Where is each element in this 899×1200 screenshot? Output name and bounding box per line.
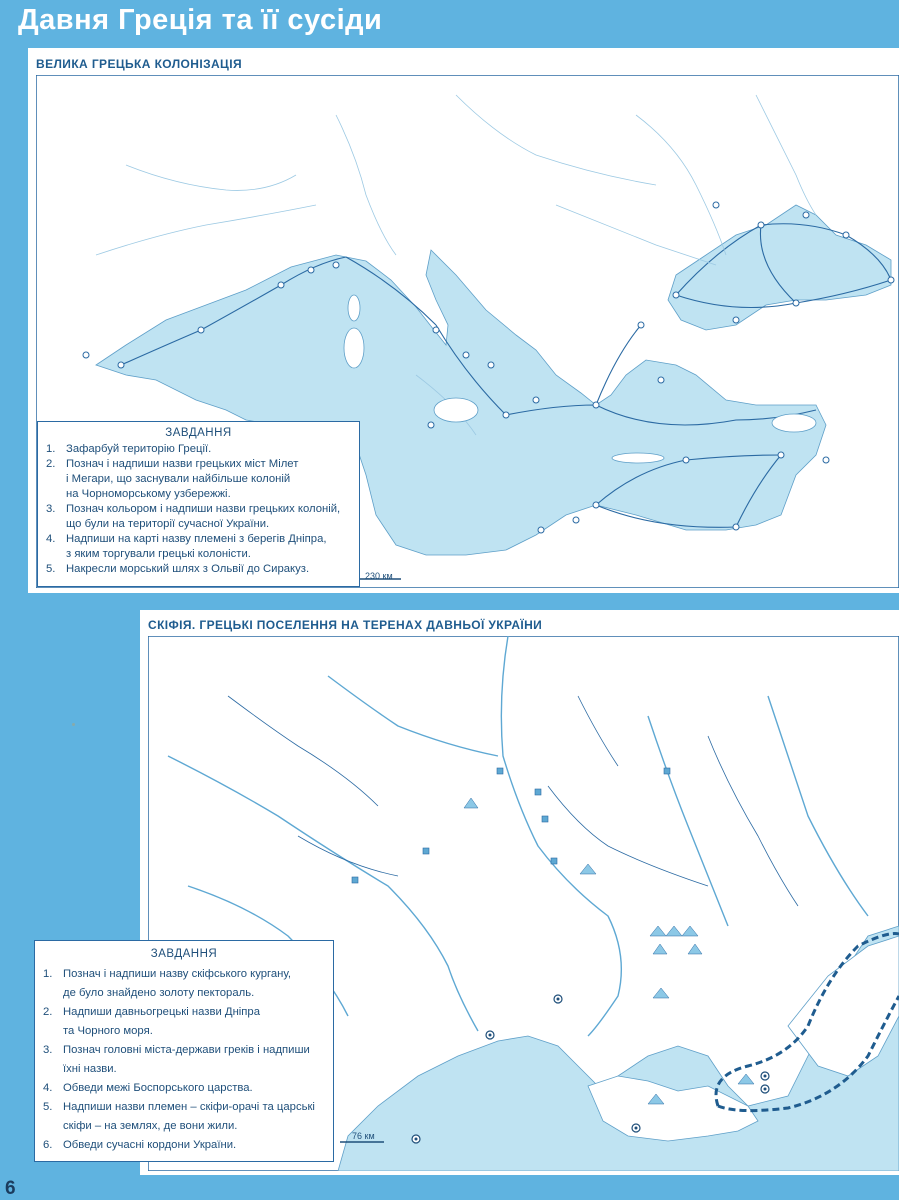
task-text: Обведи сучасні кордони України. xyxy=(63,1139,237,1151)
scythia-map-heading: СКІФІЯ. ГРЕЦЬКІ ПОСЕЛЕННЯ НА ТЕРЕНАХ ДАВНЬОЇ УКРАЇНИ xyxy=(148,618,543,632)
task-text: Надпиши назви племен – скіфи-орачі та царські скіфи – на землях, де вони жили. xyxy=(63,1101,315,1132)
colonization-map-heading: ВЕЛИКА ГРЕЦЬКА КОЛОНІЗАЦІЯ xyxy=(36,57,242,71)
task-text: Познач головні міста-держави греків і надпиши їхні назви. xyxy=(63,1044,310,1075)
sardinia-island xyxy=(344,328,364,368)
task-number: 5. xyxy=(46,563,56,575)
scale-label: 230 км xyxy=(365,571,393,581)
page-title: Давня Греція та її сусіди xyxy=(18,4,383,36)
tasks-title: ЗАВДАННЯ xyxy=(165,427,232,439)
task-number: 3. xyxy=(43,1044,53,1056)
task-item xyxy=(43,1079,325,1098)
task-number: 2. xyxy=(46,458,56,470)
task-item xyxy=(46,502,351,532)
task-item xyxy=(43,1041,325,1079)
task-text: Познач кольором і надпиши назви грецьких колоній, що були на території сучасної України. xyxy=(66,503,341,530)
stray-dot xyxy=(72,723,75,726)
tasks-box xyxy=(37,421,360,587)
task-text: Познач і надпиши назви грецьких міст Мілет і Мегари, що заснували найбільше колоній на Чорноморському узбережжі. xyxy=(66,458,299,500)
task-item xyxy=(43,965,325,1003)
scale-label: 76 км xyxy=(352,1131,375,1141)
task-number: 4. xyxy=(46,533,56,545)
task-number: 1. xyxy=(46,443,56,455)
task-text: Зафарбуй територію Греції. xyxy=(66,443,212,455)
task-number: 3. xyxy=(46,503,56,515)
crete-island xyxy=(612,453,664,463)
task-item xyxy=(46,532,351,562)
sicily-island xyxy=(434,398,478,422)
task-list xyxy=(46,442,351,577)
tasks-title: ЗАВДАННЯ xyxy=(150,948,218,960)
task-number: 4. xyxy=(43,1082,53,1094)
page-number: 6 xyxy=(5,1178,16,1199)
task-item xyxy=(43,1136,325,1155)
task-number: 6. xyxy=(43,1139,53,1151)
task-number: 1. xyxy=(43,968,53,980)
corsica-island xyxy=(348,295,360,321)
task-list xyxy=(43,965,325,1155)
task-number: 5. xyxy=(43,1101,53,1113)
task-text: Надпиши давньогрецькі назви Дніпра та Чорного моря. xyxy=(63,1006,260,1037)
tasks-box xyxy=(34,940,334,1162)
task-text: Познач і надпиши назву скіфського кургану, де було знайдено золоту пектораль. xyxy=(63,968,292,999)
task-item xyxy=(43,1003,325,1041)
task-item xyxy=(46,457,351,502)
task-item xyxy=(46,562,351,577)
task-text: Надпиши на карті назву племені з берегів Дніпра, з яким торгували грецькі колоністи. xyxy=(66,533,327,560)
task-text: Обведи межі Боспорського царства. xyxy=(63,1082,253,1094)
task-text: Накресли морський шлях з Ольвії до Сиракуз. xyxy=(66,563,310,575)
task-number: 2. xyxy=(43,1006,53,1018)
task-item xyxy=(43,1098,325,1136)
task-item xyxy=(46,442,351,457)
cyprus-island xyxy=(772,414,816,432)
